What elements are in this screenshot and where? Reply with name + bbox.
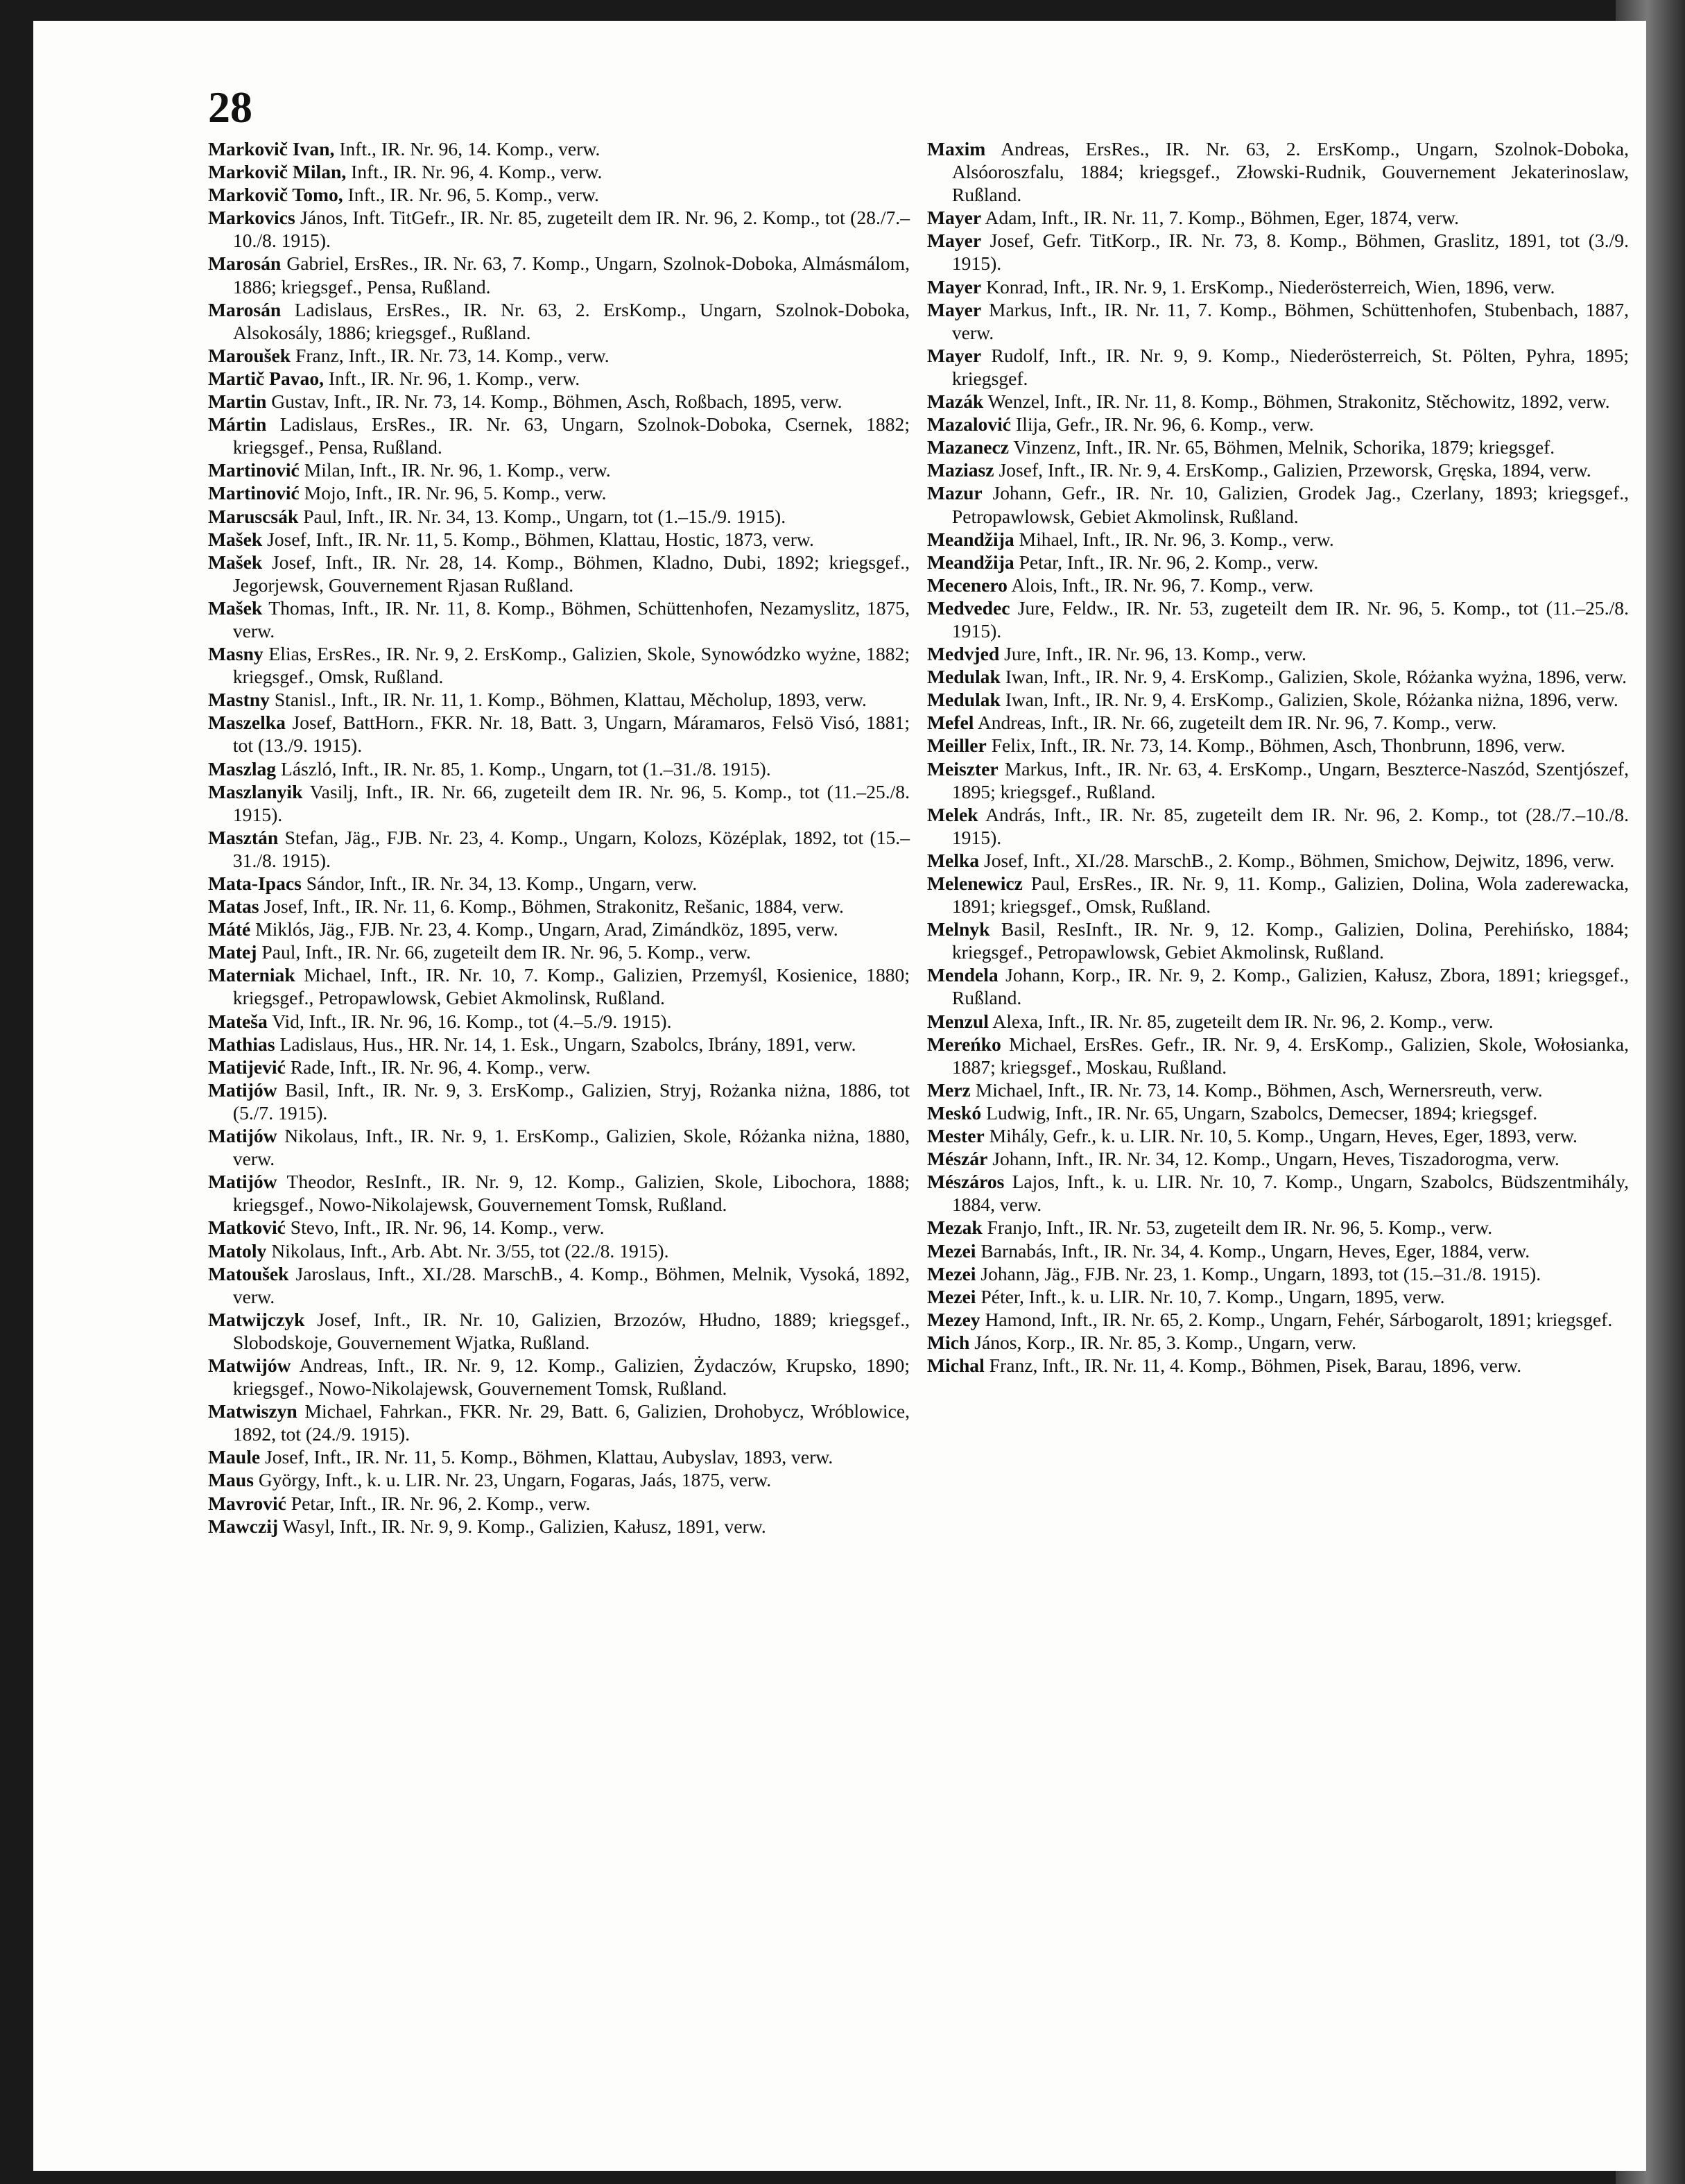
casualty-entry: [927, 963, 1629, 1009]
entry-details: Andreas, Inft., IR. Nr. 9, 12. Komp., Galizien, Żydaczów, Krupsko, 1890; kriegsgef., Nowo-Nikolajewsk, Gouvernement Tomsk, Rußland.: [232, 1354, 910, 1400]
entry-details: Iwan, Inft., IR. Nr. 9, 4. ErsKomp., Galizien, Skole, Różanka wyżna, 1896, verw.: [1000, 666, 1627, 688]
casualty-entry: [927, 137, 1629, 206]
entry-surname: Maszlanyik: [208, 780, 303, 802]
casualty-entry: [208, 1033, 910, 1056]
entry-details: Paul, Inft., IR. Nr. 34, 13. Komp., Ungarn, tot (1.–15./9. 1915).: [298, 505, 786, 527]
casualty-entry: [927, 1262, 1629, 1285]
casualty-entry: [927, 206, 1629, 229]
casualty-entry: [208, 1124, 910, 1170]
entry-surname: Mastny: [208, 689, 270, 711]
entry-details: Jure, Feldw., IR. Nr. 53, zugeteilt dem IR. Nr. 96, 5. Komp., tot (11.–25./8. 1915).: [951, 596, 1629, 642]
casualty-entry: [927, 390, 1629, 413]
entry-details: Josef, Gefr. TitKorp., IR. Nr. 73, 8. Komp., Böhmen, Graslitz, 1891, tot (3./9. 1915).: [951, 230, 1629, 275]
entry-surname: Melka: [927, 849, 980, 871]
entry-details: Josef, BattHorn., FKR. Nr. 18, Batt. 3, Ungarn, Máramaros, Felsö Visó, 1881; tot (13./9. 1915).: [232, 712, 910, 757]
entry-surname: Mazur: [927, 482, 983, 504]
entry-surname: Marosán: [208, 298, 282, 320]
entry-surname: Mayer: [927, 230, 982, 252]
casualty-entry: [208, 596, 910, 642]
entry-details: Johann, Jäg., FJB. Nr. 23, 1. Komp., Ungarn, 1893, tot (15.–31./8. 1915).: [976, 1262, 1541, 1284]
entry-details: Alexa, Inft., IR. Nr. 85, zugeteilt dem IR. Nr. 96, 2. Komp., verw.: [988, 1010, 1494, 1032]
casualty-entry: [927, 298, 1629, 344]
entry-details: Barnabás, Inft., IR. Nr. 34, 4. Komp., Ungarn, Heves, Eger, 1884, verw.: [976, 1239, 1530, 1262]
casualty-entry: [927, 1308, 1629, 1331]
entry-surname: Mayer: [927, 298, 982, 320]
entry-surname: Matoly: [208, 1239, 267, 1262]
entry-surname: Melnyk: [927, 918, 990, 940]
entry-details: Felix, Inft., IR. Nr. 73, 14. Komp., Böhmen, Asch, Thonbrunn, 1896, verw.: [986, 734, 1566, 757]
entry-surname: Maruscsák: [208, 505, 299, 527]
entry-surname: Matković: [208, 1216, 286, 1239]
entry-details: Elias, ErsRes., IR. Nr. 9, 2. ErsKomp., Galizien, Skole, Synowódzko wyżne, 1882; kriegsgef., Omsk, Rußland.: [232, 643, 910, 688]
entry-details: Mojo, Inft., IR. Nr. 96, 5. Komp., verw.: [299, 482, 607, 504]
casualty-entry: [927, 1101, 1629, 1124]
casualty-entry: [927, 803, 1629, 849]
casualty-entry: [208, 711, 910, 757]
casualty-entry: [927, 711, 1629, 734]
entry-surname: Medvjed: [927, 643, 1000, 665]
entry-surname: Marosán: [208, 252, 282, 275]
casualty-entry: [927, 1078, 1629, 1101]
entry-details: András, Inft., IR. Nr. 85, zugeteilt dem IR. Nr. 96, 2. Komp., tot (28./7.–10./8. 1915).: [951, 803, 1629, 848]
entry-details: Mihael, Inft., IR. Nr. 96, 3. Komp., verw.: [1014, 528, 1334, 550]
casualty-entry: [208, 1078, 910, 1124]
entry-surname: Matoušek: [208, 1262, 289, 1284]
casualty-entry: [208, 826, 910, 872]
entry-surname: Mayer: [927, 344, 982, 366]
casualty-entry: [927, 229, 1629, 275]
entry-details: Petar, Inft., IR. Nr. 96, 2. Komp., verw.: [1014, 551, 1319, 573]
entry-details: Péter, Inft., k. u. LIR. Nr. 10, 7. Komp., Ungarn, 1895, verw.: [976, 1285, 1445, 1307]
entry-surname: Maroušek: [208, 344, 291, 366]
casualty-entry: [208, 137, 910, 160]
entry-details: Paul, ErsRes., IR. Nr. 9, 11. Komp., Galizien, Dolina, Wola zaderewacka, 1891; kriegsgef., Omsk, Rußland.: [951, 872, 1629, 918]
casualty-entry: [927, 344, 1629, 390]
casualty-entry: [927, 1216, 1629, 1239]
casualty-entry: [927, 551, 1629, 574]
casualty-entry: [927, 458, 1629, 481]
entry-surname: Mašek: [208, 528, 263, 550]
casualty-entry: [208, 206, 910, 252]
entry-details: Wenzel, Inft., IR. Nr. 11, 8. Komp., Böhmen, Strakonitz, Stěchowitz, 1892, verw.: [983, 390, 1610, 413]
entry-surname: Markovič Milan,: [208, 161, 347, 183]
casualty-entry: [208, 458, 910, 481]
casualty-entry: [927, 872, 1629, 918]
entry-details: Ladislaus, ErsRes., IR. Nr. 63, 2. ErsKomp., Ungarn, Szolnok-Doboka, Alsokosály, 1886; kriegsgef., Rußland.: [232, 298, 910, 343]
page-number: 28: [208, 83, 252, 132]
entry-details: Mihály, Gefr., k. u. LIR. Nr. 10, 5. Komp., Ungarn, Heves, Eger, 1893, verw.: [984, 1125, 1578, 1147]
right-column: [927, 137, 1629, 1377]
casualty-entry: [927, 1354, 1629, 1377]
casualty-entry: [208, 1308, 910, 1354]
entry-surname: Mathias: [208, 1033, 275, 1055]
casualty-entry: [208, 1216, 910, 1239]
entry-surname: Maxim: [927, 138, 986, 160]
casualty-entry: [927, 1285, 1629, 1308]
entry-surname: Maszlag: [208, 757, 277, 780]
casualty-entry: [208, 872, 910, 895]
entry-surname: Melenewicz: [927, 872, 1023, 894]
entry-surname: Matwijów: [208, 1354, 291, 1376]
casualty-entry: [208, 1262, 910, 1308]
entry-surname: Mata-Ipacs: [208, 872, 302, 894]
casualty-entry: [208, 183, 910, 206]
entry-details: Josef, Inft., IR. Nr. 11, 5. Komp., Böhmen, Klattau, Aubyslav, 1893, verw.: [260, 1446, 833, 1468]
entry-details: Rudolf, Inft., IR. Nr. 9, 9. Komp., Niederösterreich, St. Pölten, Pyhra, 1895; kriegsgef.: [951, 344, 1629, 389]
entry-details: Petar, Inft., IR. Nr. 96, 2. Komp., verw.: [286, 1492, 591, 1514]
entry-details: Vasilj, Inft., IR. Nr. 66, zugeteilt dem IR. Nr. 96, 5. Komp., tot (11.–25./8. 1915).: [232, 780, 910, 825]
entry-surname: Mayer: [927, 275, 982, 298]
entry-details: Ladislaus, ErsRes., IR. Nr. 63, Ungarn, Szolnok-Doboka, Csernek, 1882; kriegsgef., Pensa, Rußland.: [232, 413, 910, 458]
entry-surname: Melek: [927, 803, 978, 825]
entry-details: Alois, Inft., IR. Nr. 96, 7. Komp., verw.: [1007, 574, 1314, 596]
casualty-entry: [208, 1400, 910, 1445]
entry-details: Stanisl., Inft., IR. Nr. 11, 1. Komp., Böhmen, Klattau, Měcholup, 1893, verw.: [269, 689, 867, 711]
casualty-entry: [208, 413, 910, 458]
entry-details: Franjo, Inft., IR. Nr. 53, zugeteilt dem IR. Nr. 96, 5. Komp., verw.: [982, 1216, 1493, 1239]
entry-details: Vid, Inft., IR. Nr. 96, 16. Komp., tot (4.–5./9. 1915).: [267, 1010, 672, 1032]
entry-surname: Mawczij: [208, 1515, 279, 1537]
casualty-entry: [208, 918, 910, 940]
entry-surname: Mašek: [208, 596, 263, 619]
entry-details: Ludwig, Inft., IR. Nr. 65, Ungarn, Szabolcs, Demecser, 1894; kriegsgef.: [981, 1101, 1538, 1124]
entry-details: Johann, Gefr., IR. Nr. 10, Galizien, Grodek Jag., Czerlany, 1893; kriegsgef., Petropawlowsk, Gebiet Akmolinsk, Rußland.: [951, 482, 1629, 527]
entry-details: Miklós, Jäg., FJB. Nr. 23, 4. Komp., Ungarn, Arad, Zimándköz, 1895, verw.: [250, 918, 838, 940]
casualty-entry: [208, 390, 910, 413]
entry-details: Milan, Inft., IR. Nr. 96, 1. Komp., verw.: [299, 459, 611, 481]
entry-details: Iwan, Inft., IR. Nr. 9, 4. ErsKomp., Galizien, Skole, Różanka niżna, 1896, verw.: [1000, 689, 1618, 711]
entry-surname: Mayer: [927, 207, 982, 229]
casualty-entry: [208, 895, 910, 918]
entry-surname: Mészáros: [927, 1171, 1005, 1193]
casualty-entry: [927, 481, 1629, 527]
entry-surname: Mendela: [927, 964, 999, 986]
entry-details: Michael, Inft., IR. Nr. 73, 14. Komp., Böhmen, Asch, Wernersreuth, verw.: [970, 1078, 1543, 1101]
casualty-entry: [927, 1033, 1629, 1078]
entry-surname: Martič Pavao,: [208, 367, 325, 389]
entry-details: Theodor, ResInft., IR. Nr. 9, 12. Komp., Galizien, Skole, Libochora, 1888; kriegsgef., Nowo-Nikolajewsk, Gouvernement Tomsk, Rußland.: [232, 1171, 910, 1216]
casualty-entry: [927, 1331, 1629, 1354]
entry-surname: Mich: [927, 1331, 970, 1353]
entry-details: Gustav, Inft., IR. Nr. 73, 14. Komp., Böhmen, Asch, Roßbach, 1895, verw.: [266, 390, 842, 413]
entry-details: Ladislaus, Hus., HR. Nr. 14, 1. Esk., Ungarn, Szabolcs, Ibrány, 1891, verw.: [275, 1033, 856, 1055]
entry-surname: Martinović: [208, 482, 300, 504]
entry-details: Sándor, Inft., IR. Nr. 34, 13. Komp., Ungarn, verw.: [301, 872, 698, 894]
casualty-entry: [208, 1239, 910, 1262]
entry-surname: Matijów: [208, 1125, 277, 1147]
entry-details: Markus, Inft., IR. Nr. 63, 4. ErsKomp., Ungarn, Beszterce-Naszód, Szentjószef, 1895; kriegsgef., Rußland.: [951, 757, 1629, 802]
entry-details: Michael, Inft., IR. Nr. 10, 7. Komp., Galizien, Przemyśl, Kosienice, 1880; kriegsgef., Petropawlowsk, Gebiet Akmolinsk, Rußland.: [232, 964, 910, 1009]
casualty-entry: [927, 574, 1629, 596]
entry-details: Basil, Inft., IR. Nr. 9, 3. ErsKomp., Galizien, Stryj, Rożanka niżna, 1886, tot (5./7. 1915).: [232, 1078, 910, 1124]
entry-details: Markus, Inft., IR. Nr. 11, 7. Komp., Böhmen, Schüttenhofen, Stubenbach, 1887, verw.: [951, 298, 1629, 343]
left-column: [208, 137, 910, 1538]
casualty-entry: [927, 436, 1629, 458]
entry-surname: Mašek: [208, 551, 263, 573]
casualty-entry: [208, 1445, 910, 1468]
entry-details: Rade, Inft., IR. Nr. 96, 4. Komp., verw.: [285, 1056, 591, 1078]
casualty-entry: [208, 1492, 910, 1515]
entry-surname: Mészár: [927, 1148, 988, 1170]
casualty-entry: [208, 1010, 910, 1033]
entry-surname: Maziasz: [927, 459, 994, 481]
entry-details: Wasyl, Inft., IR. Nr. 9, 9. Komp., Galizien, Kałusz, 1891, verw.: [278, 1515, 766, 1537]
entry-surname: Mezei: [927, 1239, 976, 1262]
entry-surname: Masztán: [208, 826, 279, 848]
entry-details: Nikolaus, Inft., IR. Nr. 9, 1. ErsKomp., Galizien, Skole, Różanka niżna, 1880, verw.: [232, 1125, 910, 1170]
entry-surname: Mazák: [927, 390, 984, 413]
entry-details: Inft., IR. Nr. 96, 14. Komp., verw.: [334, 138, 600, 160]
entry-surname: Martinović: [208, 459, 300, 481]
casualty-entry: [927, 413, 1629, 436]
entry-surname: Mazanecz: [927, 436, 1009, 458]
casualty-entry: [208, 344, 910, 367]
casualty-entry: [927, 275, 1629, 298]
entry-details: Inft., IR. Nr. 96, 4. Komp., verw.: [346, 161, 603, 183]
entry-details: György, Inft., k. u. LIR. Nr. 23, Ungarn, Fogaras, Jaás, 1875, verw.: [253, 1469, 772, 1491]
entry-details: Josef, Inft., IR. Nr. 11, 5. Komp., Böhmen, Klattau, Hostic, 1873, verw.: [262, 528, 814, 550]
entry-details: Franz, Inft., IR. Nr. 11, 4. Komp., Böhmen, Pisek, Barau, 1896, verw.: [984, 1354, 1522, 1376]
entry-surname: Maus: [208, 1469, 254, 1491]
casualty-entry: [208, 505, 910, 528]
entry-surname: Mezak: [927, 1216, 983, 1239]
casualty-entry: [927, 688, 1629, 711]
entry-details: Josef, Inft., IR. Nr. 11, 6. Komp., Böhmen, Strakonitz, Rešanic, 1884, verw.: [259, 895, 844, 918]
entry-surname: Markovič Tomo,: [208, 184, 343, 206]
entry-details: Johann, Inft., IR. Nr. 34, 12. Komp., Ungarn, Heves, Tiszadorogma, verw.: [987, 1148, 1559, 1170]
entry-details: Konrad, Inft., IR. Nr. 9, 1. ErsKomp., Niederösterreich, Wien, 1896, verw.: [981, 275, 1555, 298]
entry-surname: Mecenero: [927, 574, 1008, 596]
casualty-entry: [927, 734, 1629, 757]
entry-details: Stefan, Jäg., FJB. Nr. 23, 4. Komp., Ungarn, Kolozs, Középlak, 1892, tot (15.–31./8. 1915).: [232, 826, 910, 871]
entry-surname: Meskó: [927, 1101, 982, 1124]
entry-details: Basil, ResInft., IR. Nr. 9, 12. Komp., Galizien, Dolina, Perehińsko, 1884; kriegsgef., Petropawlowsk, Gebiet Akmolinsk, Rußland.: [951, 918, 1629, 963]
entry-surname: Matijów: [208, 1171, 277, 1193]
entry-surname: Menzul: [927, 1010, 989, 1032]
casualty-entry: [927, 1239, 1629, 1262]
casualty-entry: [927, 665, 1629, 688]
casualty-entry: [208, 298, 910, 344]
entry-surname: Mereńko: [927, 1033, 1001, 1055]
casualty-entry: [927, 849, 1629, 872]
entry-surname: Meiszter: [927, 757, 999, 780]
entry-details: Nikolaus, Inft., Arb. Abt. Nr. 3/55, tot (22./8. 1915).: [266, 1239, 669, 1262]
entry-details: Josef, Inft., XI./28. MarschB., 2. Komp., Böhmen, Smichow, Dejwitz, 1896, verw.: [979, 849, 1615, 871]
entry-details: Hamond, Inft., IR. Nr. 65, 2. Komp., Ungarn, Fehér, Sárbogarolt, 1891; kriegsgef.: [980, 1308, 1613, 1330]
casualty-entry: [927, 1124, 1629, 1147]
entry-surname: Mezei: [927, 1262, 976, 1284]
entry-surname: Mester: [927, 1125, 985, 1147]
casualty-entry: [927, 642, 1629, 665]
casualty-entry: [208, 252, 910, 298]
entry-surname: Meiller: [927, 734, 987, 757]
entry-surname: Matijów: [208, 1078, 277, 1101]
entry-details: Inft., IR. Nr. 96, 1. Komp., verw.: [324, 367, 580, 389]
entry-surname: Markovics: [208, 207, 295, 229]
casualty-entry: [927, 1170, 1629, 1216]
casualty-entry: [208, 367, 910, 390]
entry-details: Franz, Inft., IR. Nr. 73, 14. Komp., verw.: [291, 344, 610, 366]
entry-surname: Medvedec: [927, 596, 1010, 619]
entry-surname: Mazalović: [927, 413, 1012, 436]
entry-details: Vinzenz, Inft., IR. Nr. 65, Böhmen, Melnik, Schorika, 1879; kriegsgef.: [1008, 436, 1555, 458]
casualty-entry: [208, 160, 910, 183]
casualty-entry: [208, 940, 910, 963]
entry-surname: Markovič Ivan,: [208, 138, 335, 160]
entry-details: Josef, Inft., IR. Nr. 9, 4. ErsKomp., Galizien, Przeworsk, Gręska, 1894, verw.: [994, 459, 1591, 481]
casualty-entry: [208, 1515, 910, 1538]
casualty-entry: [927, 918, 1629, 963]
entry-surname: Matej: [208, 941, 257, 963]
entry-surname: Mártin: [208, 413, 267, 436]
entry-details: Lajos, Inft., k. u. LIR. Nr. 10, 7. Komp., Ungarn, Szabolcs, Büdszentmihály, 1884, verw.: [951, 1171, 1629, 1216]
entry-details: Ilija, Gefr., IR. Nr. 96, 6. Komp., verw.: [1011, 413, 1314, 436]
entry-details: Inft., IR. Nr. 96, 5. Komp., verw.: [343, 184, 599, 206]
entry-surname: Maule: [208, 1446, 261, 1468]
casualty-entry: [208, 780, 910, 826]
entry-details: Josef, Inft., IR. Nr. 28, 14. Komp., Böhmen, Kladno, Dubi, 1892; kriegsgef., Jegorjewsk, Gouvernement Rjasan Rußland.: [232, 551, 910, 596]
entry-surname: Matwiszyn: [208, 1400, 297, 1422]
entry-surname: Matijević: [208, 1056, 286, 1078]
casualty-entry: [927, 596, 1629, 642]
casualty-entry: [927, 757, 1629, 803]
entry-details: Paul, Inft., IR. Nr. 66, zugeteilt dem IR. Nr. 96, 5. Komp., verw.: [257, 941, 751, 963]
casualty-entry: [927, 1147, 1629, 1170]
entry-surname: Mateša: [208, 1010, 268, 1032]
entry-surname: Máté: [208, 918, 251, 940]
entry-surname: Matas: [208, 895, 259, 918]
entry-surname: Meandžija: [927, 528, 1014, 550]
casualty-entry: [208, 1056, 910, 1078]
entry-details: Michael, Fahrkan., FKR. Nr. 29, Batt. 6, Galizien, Drohobycz, Wróblowice, 1892, tot (24./9. 1915).: [232, 1400, 910, 1445]
entry-surname: Masny: [208, 643, 263, 665]
casualty-entry: [208, 551, 910, 596]
entry-surname: Michal: [927, 1354, 985, 1376]
entry-details: László, Inft., IR. Nr. 85, 1. Komp., Ungarn, tot (1.–31./8. 1915).: [276, 757, 771, 780]
entry-details: Thomas, Inft., IR. Nr. 11, 8. Komp., Böhmen, Schüttenhofen, Nezamyslitz, 1875, verw.: [232, 596, 910, 642]
casualty-entry: [208, 757, 910, 780]
entry-surname: Meandžija: [927, 551, 1014, 573]
entry-surname: Medulak: [927, 666, 1001, 688]
entry-surname: Matwijczyk: [208, 1308, 305, 1330]
entry-surname: Mezei: [927, 1285, 976, 1307]
entry-details: Stevo, Inft., IR. Nr. 96, 14. Komp., verw.: [285, 1216, 605, 1239]
casualty-entry: [208, 642, 910, 688]
casualty-entry: [927, 528, 1629, 551]
entry-surname: Mavrović: [208, 1492, 286, 1514]
entry-surname: Mefel: [927, 712, 974, 734]
entry-surname: Mezey: [927, 1308, 980, 1330]
entry-details: János, Korp., IR. Nr. 85, 3. Komp., Ungarn, verw.: [969, 1331, 1356, 1353]
entry-details: Josef, Inft., IR. Nr. 10, Galizien, Brzozów, Hłudno, 1889; kriegsgef., Slobodskoje, Gouvernement Wjatka, Rußland.: [232, 1308, 910, 1353]
entry-surname: Martin: [208, 390, 267, 413]
entry-details: János, Inft. TitGefr., IR. Nr. 85, zugeteilt dem IR. Nr. 96, 2. Komp., tot (28./7.–10./8. 1915).: [232, 207, 910, 252]
casualty-entry: [208, 1170, 910, 1216]
entry-surname: Materniak: [208, 964, 295, 986]
casualty-entry: [927, 1010, 1629, 1033]
entry-details: Gabriel, ErsRes., IR. Nr. 63, 7. Komp., Ungarn, Szolnok-Doboka, Almásmálom, 1886; kriegsgef., Pensa, Rußland.: [232, 252, 910, 298]
casualty-entry: [208, 481, 910, 504]
casualty-entry: [208, 528, 910, 551]
casualty-entry: [208, 963, 910, 1009]
casualty-entry: [208, 688, 910, 711]
entry-surname: Merz: [927, 1078, 971, 1101]
entry-details: Michael, ErsRes. Gefr., IR. Nr. 9, 4. ErsKomp., Galizien, Skole, Wołosianka, 1887; kriegsgef., Moskau, Rußland.: [951, 1033, 1629, 1078]
casualty-entry: [208, 1468, 910, 1491]
casualty-entry: [208, 1354, 910, 1400]
entry-details: Jaroslaus, Inft., XI./28. MarschB., 4. Komp., Böhmen, Melnik, Vysoká, 1892, verw.: [232, 1262, 910, 1307]
entry-surname: Medulak: [927, 689, 1001, 711]
entry-surname: Maszelka: [208, 712, 286, 734]
entry-details: Andreas, ErsRes., IR. Nr. 63, 2. ErsKomp., Ungarn, Szolnok-Doboka, Alsóoroszfalu, 1884; kriegsgef., Złowski-Rudnik, Gouvernement Jekaterinoslaw, Rußland.: [951, 138, 1629, 206]
entry-details: Adam, Inft., IR. Nr. 11, 7. Komp., Böhmen, Eger, 1874, verw.: [981, 207, 1460, 229]
entry-details: Jure, Inft., IR. Nr. 96, 13. Komp., verw.: [999, 643, 1306, 665]
entry-details: Andreas, Inft., IR. Nr. 66, zugeteilt dem IR. Nr. 96, 7. Komp., verw.: [974, 712, 1497, 734]
entry-details: Johann, Korp., IR. Nr. 9, 2. Komp., Galizien, Kałusz, Zbora, 1891; kriegsgef., Rußland.: [951, 964, 1629, 1009]
